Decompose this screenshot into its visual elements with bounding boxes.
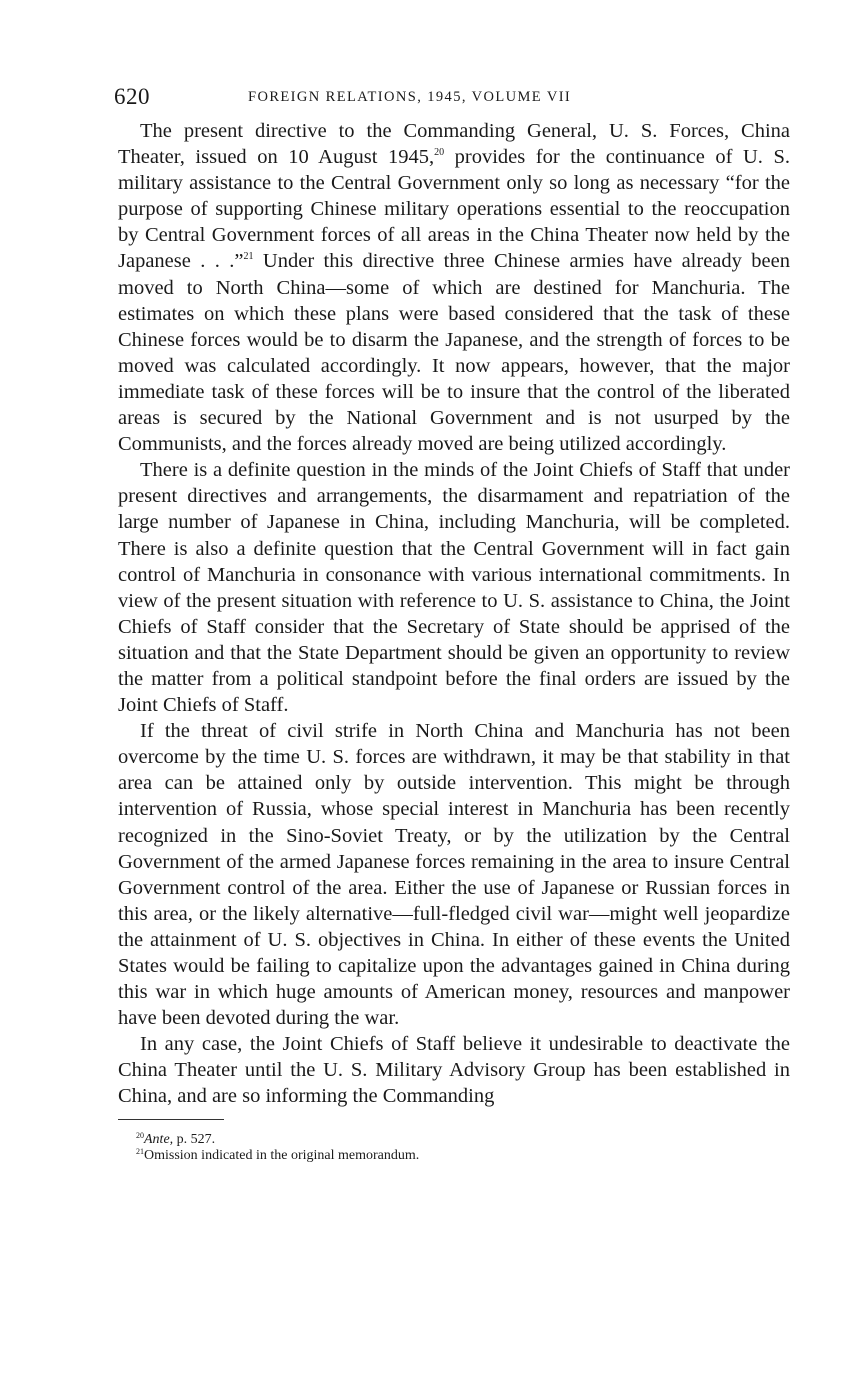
footnote-ref-20: 20 [434,147,445,159]
paragraph-1-text-a: The present directive to the Commanding General, U. S. Forces, China Theater, issued on 10 August 1945, [118,120,790,169]
footnotes [118,1132,790,1164]
paragraph-1-text-b: provides for the continuance of U. S. military assistance to the Central Government only so long as necessary “for the purpose of supporting Chinese military operations essential to the reoccupation by Central Government forces of all areas in the China Theater now held by the Japanese . . .” [118,146,790,273]
document-page [114,84,790,1164]
footnote-italic: Ante, [144,1131,174,1147]
page-header [114,84,790,114]
paragraph-3: If the threat of civil strife in North China and Manchuria has not been overcome by the time U. S. forces are withdrawn, it may be that stability in that area can be attained only by outside intervention. This might be through intervention of Russia, whose special interest in Manchuria has been recently recognized in the Sino-Soviet Treaty, or by the utilization by the Central Government of the armed Japanese forces remaining in the area to insure Central Government control of the area. Either the use of Japanese or Russian forces in this area, or the likely alternative—full-fledged civil war—might well jeopardize the attainment of U. S. objectives in China. In either of these events the United States would be failing to capitalize upon the advantages gained in China during this war in which huge amounts of American money, resources and manpower have been devoted during the war. [118,720,790,1030]
footnote-text: Omission indicated in the original memorandum. [144,1147,420,1163]
footnote-marker: 21 [136,1146,144,1156]
paragraph-1-text-c: Under this directive three Chinese armies have already been moved to North China—some of which are destined for Manchuria. The estimates on which these plans were based considered that the task of these Chinese forces would be to disarm the Japanese, and the strength of forces to be moved was calculated accordingly. It now appears, however, that the major immediate task of these forces will be to insure that the control of the liberated areas is secured by the National Government and is not usurped by the Communists, and the forces already moved are being utilized accordingly. [118,250,790,456]
body-text [118,118,790,1110]
footnote-ref-21: 21 [243,251,254,263]
paragraph-1 [118,118,790,457]
footnote-divider [118,1119,224,1120]
footnote-text: p. 527. [173,1131,216,1147]
footnote-20 [136,1132,790,1148]
paragraph-2: There is a definite question in the minds of the Joint Chiefs of Staff that under present directives and arrangements, the disarmament and repatriation of the large number of Japanese in China, including Manchuria, will be completed. There is also a definite question that the Central Government will in fact gain control of Manchuria in consonance with various international commitments. In view of the present situation with reference to U. S. assistance to China, the Joint Chiefs of Staff consider that the Secretary of State should be apprised of the situation and that the State Department should be given an opportunity to review the matter from a political standpoint before the final orders are issued by the Joint Chiefs of Staff. [118,459,790,717]
running-head: FOREIGN RELATIONS, 1945, VOLUME VII [248,89,572,105]
page-number: 620 [114,84,150,109]
footnote-21 [136,1148,790,1164]
paragraph-4: In any case, the Joint Chiefs of Staff believe it undesirable to deactivate the China Theater until the U. S. Military Advisory Group has been established in China, and are so informing the Commanding [118,1033,790,1108]
footnote-marker: 20 [136,1130,144,1140]
